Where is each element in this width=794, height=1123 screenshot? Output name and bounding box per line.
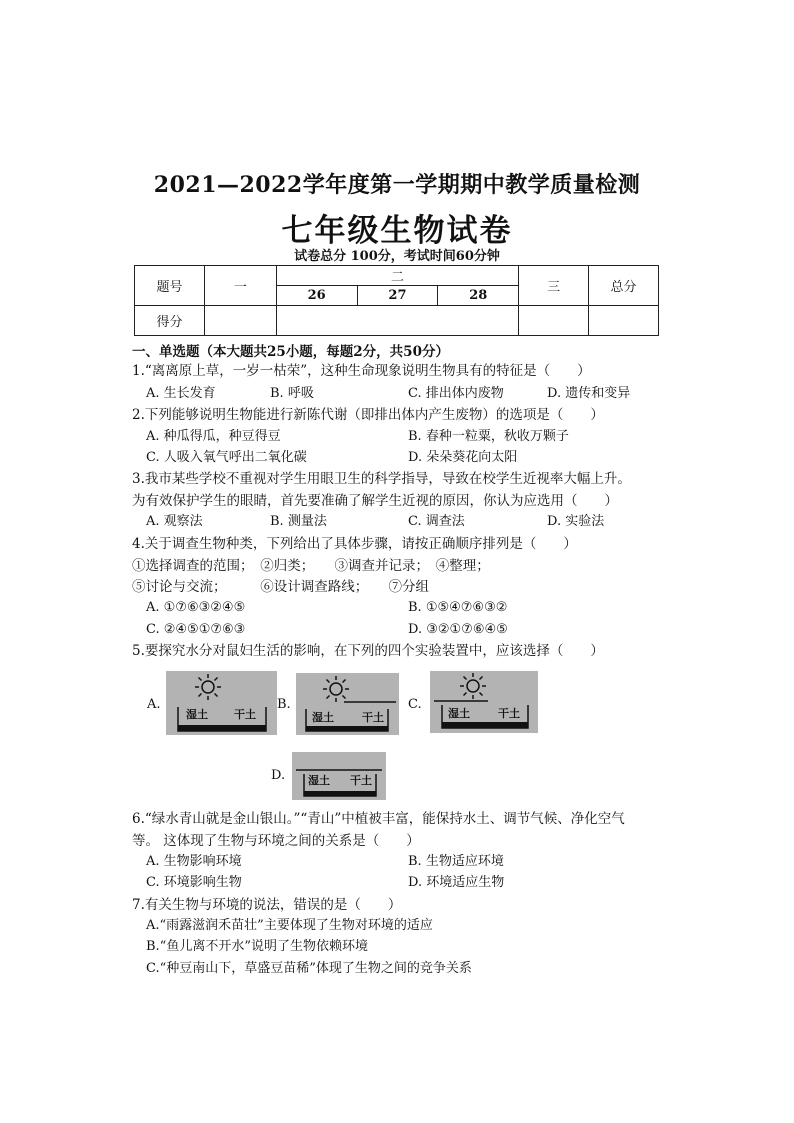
- q7-option-b[interactable]: B.“鱼儿离不开水”说明了生物依赖环境: [146, 939, 368, 954]
- q2-option-b[interactable]: B. 春种一粒粟，秋收万颗子: [408, 429, 569, 444]
- q1-option-b[interactable]: B. 呼吸: [270, 386, 314, 401]
- q4-option-d[interactable]: D. ③②①⑦⑥④⑤: [408, 622, 508, 637]
- wet-soil-label: 湿土: [186, 708, 208, 721]
- q4-option-c[interactable]: C. ②④⑤①⑦⑥③: [146, 622, 246, 637]
- q4-steps-line1: ①选择调查的范围； ②归类； ③调查并记录； ④整理；: [132, 558, 490, 574]
- q6-option-a[interactable]: A. 生物影响环境: [146, 854, 242, 869]
- row-label-score: 得分: [135, 306, 205, 336]
- q3-option-d[interactable]: D. 实验法: [547, 514, 605, 529]
- q5-setup-b: [296, 673, 399, 735]
- section-heading: 一、单选题（本大题共25小题，每题2分，共50分）: [132, 344, 449, 360]
- q2-stem: 2.下列能够说明生物能进行新陈代谢（即排出体内产生废物）的选项是（ ）: [132, 407, 604, 423]
- exam-title: 2021—2022学年度第一学期期中教学质量检测: [153, 172, 641, 198]
- q2-option-c[interactable]: C. 人吸入氧气呼出二氧化碳: [146, 450, 307, 465]
- q4-option-b[interactable]: B. ①⑤④⑦⑥③②: [408, 600, 508, 615]
- q5-setup-a: [166, 671, 277, 735]
- exam-info: 试卷总分 100分，考试时间60分钟: [294, 249, 500, 264]
- q5-stem: 5.要探究水分对鼠妇生活的影响，在下列的四个实验装置中，应该选择（ ）: [132, 643, 604, 659]
- q3-stem-line1: 3.我市某些学校不重视对学生用眼卫生的科学指导，导致在校学生近视率大幅上升。: [132, 471, 631, 487]
- col-part-3: 三: [519, 266, 589, 306]
- col-total: 总分: [589, 266, 659, 306]
- q1-stem: 1.“离离原上草，一岁一枯荣”，这种生命现象说明生物具有的特征是（ ）: [132, 363, 591, 379]
- dry-soil-label: 干土: [362, 711, 384, 724]
- score-cell-1[interactable]: [204, 306, 276, 336]
- dry-soil-label: 干土: [498, 707, 520, 720]
- score-cell-3[interactable]: [519, 306, 589, 336]
- q3-option-a[interactable]: A. 观察法: [146, 514, 203, 529]
- q5-label-a[interactable]: A.: [147, 697, 161, 712]
- q6-stem-line2: 等。 这体现了生物与环境之间的关系是（ ）: [132, 833, 420, 849]
- q4-stem: 4.关于调查生物种类，下列给出了具体步骤，请按正确顺序排列是（ ）: [132, 536, 577, 552]
- score-cell-2[interactable]: [276, 306, 518, 336]
- col-q26: 26: [276, 286, 357, 306]
- dry-soil-label: 干土: [350, 774, 372, 787]
- q3-option-c[interactable]: C. 调查法: [408, 514, 465, 529]
- q1-option-d[interactable]: D. 遗传和变异: [547, 386, 631, 401]
- subject-title: 七年级生物试卷: [281, 213, 513, 249]
- col-q27: 27: [357, 286, 438, 306]
- col-part-1: 一: [204, 266, 276, 306]
- q7-option-c[interactable]: C.“种豆南山下，草盛豆苗稀”体现了生物之间的竞争关系: [146, 961, 472, 976]
- q6-option-d[interactable]: D. 环境适应生物: [408, 875, 505, 890]
- score-table: [134, 265, 659, 336]
- score-cell-total[interactable]: [589, 306, 659, 336]
- wet-soil-label: 湿土: [308, 774, 330, 787]
- q1-option-a[interactable]: A. 生长发育: [146, 386, 216, 401]
- dry-soil-label: 干土: [234, 708, 256, 721]
- q4-steps-line2: ⑤讨论与交流； ⑥设计调查路线； ⑦分组: [132, 579, 429, 595]
- q2-option-a[interactable]: A. 种瓜得瓜，种豆得豆: [146, 429, 281, 444]
- q6-stem-line1: 6.“绿水青山就是金山银山。”“青山”中植被丰富，能保持水土、调节气候、净化空气: [132, 811, 625, 827]
- q5-label-b[interactable]: B.: [277, 697, 291, 712]
- col-part-2: 二: [276, 266, 518, 286]
- q7-stem: 7.有关生物与环境的说法，错误的是（ ）: [132, 897, 402, 913]
- row-label-question: 题号: [135, 266, 205, 306]
- q5-setup-c: [430, 671, 538, 733]
- q6-option-c[interactable]: C. 环境影响生物: [146, 875, 242, 890]
- q4-option-a[interactable]: A. ①⑦⑥③②④⑤: [146, 600, 246, 615]
- col-q28: 28: [438, 286, 519, 306]
- q7-option-a[interactable]: A.“雨露滋润禾苗壮”主要体现了生物对环境的适应: [146, 918, 433, 933]
- q5-label-c[interactable]: C.: [408, 697, 422, 712]
- q5-setup-d: [292, 752, 386, 800]
- wet-soil-label: 湿土: [448, 707, 470, 720]
- q3-option-b[interactable]: B. 测量法: [270, 514, 327, 529]
- q1-option-c[interactable]: C. 排出体内废物: [408, 386, 504, 401]
- q3-stem-line2: 为有效保护学生的眼睛，首先要准确了解学生近视的原因，你认为应选用（ ）: [132, 493, 618, 509]
- q2-option-d[interactable]: D. 朵朵葵花向太阳: [408, 450, 518, 465]
- q5-label-d[interactable]: D.: [271, 768, 286, 783]
- wet-soil-label: 湿土: [312, 711, 334, 724]
- q6-option-b[interactable]: B. 生物适应环境: [408, 854, 504, 869]
